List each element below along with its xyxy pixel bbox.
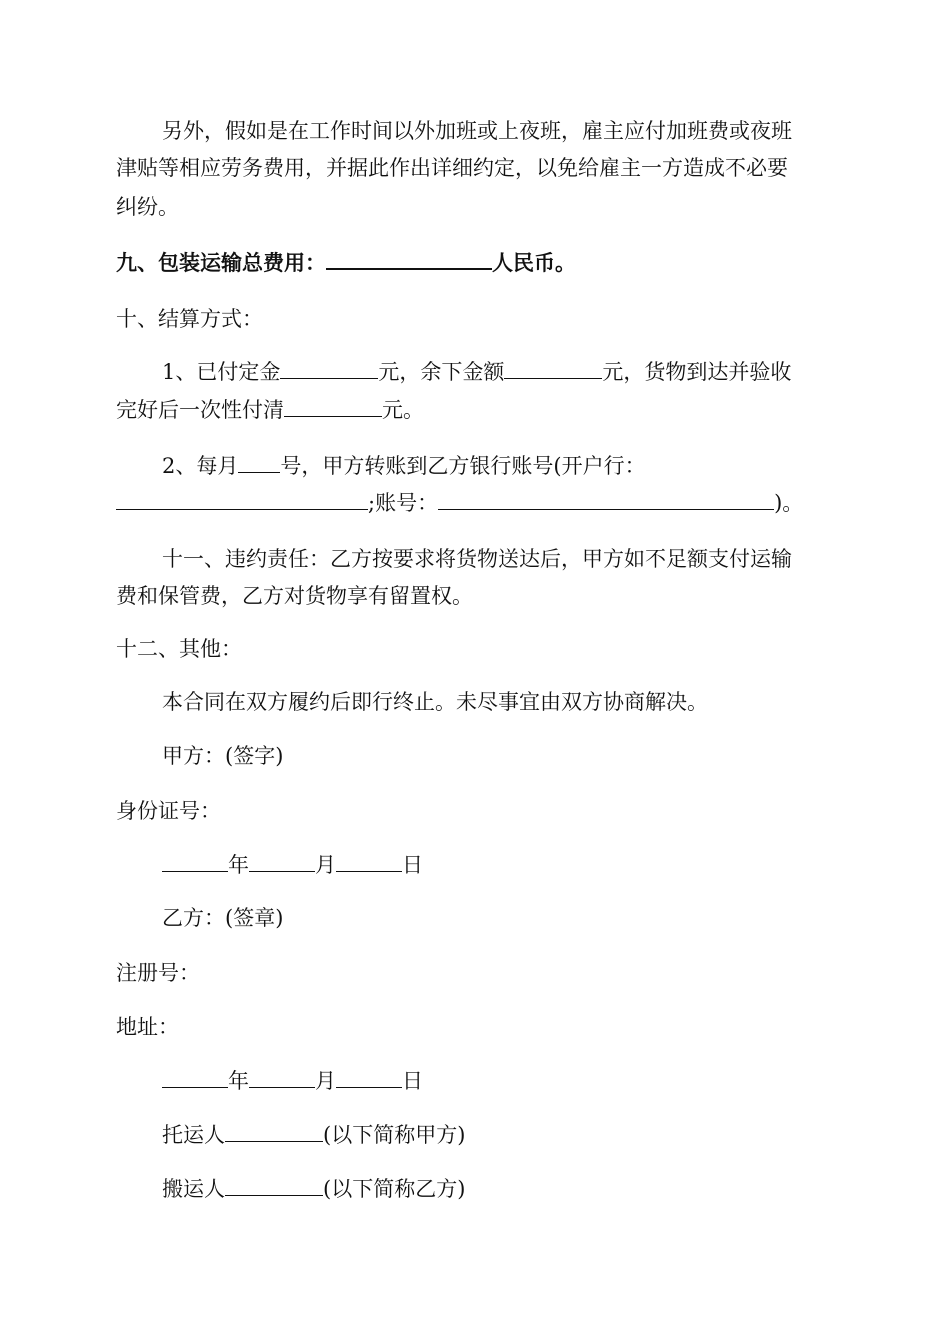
shipper-label: 托运人 <box>162 1123 225 1147</box>
carrier-note: (以下简称乙方) <box>323 1177 466 1201</box>
party-a-date <box>162 851 423 879</box>
party-b-address: 地址： <box>116 1015 179 1039</box>
monthly-label: 2、每月 <box>162 454 239 478</box>
day-blank <box>336 851 402 872</box>
arrival-text: 元，货物到达并验收 <box>602 360 792 384</box>
year-label: 年 <box>228 1069 249 1093</box>
overtime-line-2: 津贴等相应劳务费用，并据此作出详细约定，以免给雇主一方造成不必要 <box>116 156 788 180</box>
closing-paren: )。 <box>774 491 804 515</box>
total-fee-blank <box>326 248 492 270</box>
party-b-registration: 注册号： <box>116 961 200 985</box>
carrier-line <box>162 1175 465 1203</box>
section-11-line-1: 十一、违约责任：乙方按要求将货物送达后，甲方如不足额支付运输 <box>162 547 792 571</box>
year-label: 年 <box>228 853 249 877</box>
account-label: ;账号： <box>368 491 439 515</box>
year-blank <box>162 1067 228 1088</box>
deposit-label: 1、已付定金 <box>162 360 281 384</box>
year-blank <box>162 851 228 872</box>
yuan-text: 元。 <box>382 398 424 422</box>
full-payment-label: 完好后一次性付清 <box>116 398 284 422</box>
settlement-item-2-line-1 <box>162 452 646 480</box>
full-payment-blank <box>284 396 382 417</box>
section-9-prefix: 九、包装运输总费用： <box>116 251 326 275</box>
party-a-id-number: 身份证号： <box>116 799 221 823</box>
month-blank <box>249 1067 315 1088</box>
section-9-heading <box>116 248 576 277</box>
carrier-name-blank <box>225 1175 323 1196</box>
month-label: 月 <box>315 853 336 877</box>
closing-statement: 本合同在双方履约后即行终止。未尽事宜由双方协商解决。 <box>162 690 708 714</box>
overtime-line-3: 纠纷。 <box>116 195 179 219</box>
party-b-seal: 乙方：(签章) <box>162 906 284 930</box>
section-11-line-2: 费和保管费，乙方对货物享有留置权。 <box>116 584 473 608</box>
shipper-note: (以下简称甲方) <box>323 1123 466 1147</box>
section-9-suffix: 人民币。 <box>492 251 576 275</box>
month-blank <box>249 851 315 872</box>
day-label: 日 <box>402 1069 423 1093</box>
section-10-heading: 十、结算方式： <box>116 307 263 331</box>
day-blank <box>336 1067 402 1088</box>
balance-label: 元，余下金额 <box>378 360 505 384</box>
settlement-item-1-line-2 <box>116 396 424 424</box>
party-b-date <box>162 1067 423 1095</box>
shipper-name-blank <box>225 1121 323 1142</box>
settlement-item-2-line-2 <box>116 489 803 517</box>
bank-name-blank <box>116 489 368 510</box>
balance-blank <box>504 358 602 379</box>
deposit-blank <box>280 358 378 379</box>
day-of-month-blank <box>238 452 280 473</box>
overtime-line-1: 另外，假如是在工作时间以外加班或上夜班，雇主应付加班费或夜班 <box>162 119 792 143</box>
shipper-line <box>162 1121 465 1149</box>
party-a-signature: 甲方：(签字) <box>162 744 284 768</box>
day-label: 日 <box>402 853 423 877</box>
settlement-item-1-line-1 <box>162 358 791 386</box>
month-label: 月 <box>315 1069 336 1093</box>
carrier-label: 搬运人 <box>162 1177 225 1201</box>
account-number-blank <box>438 489 774 510</box>
section-12-heading: 十二、其他： <box>116 637 242 661</box>
bank-transfer-text: 号，甲方转账到乙方银行账号(开户行： <box>280 454 646 478</box>
